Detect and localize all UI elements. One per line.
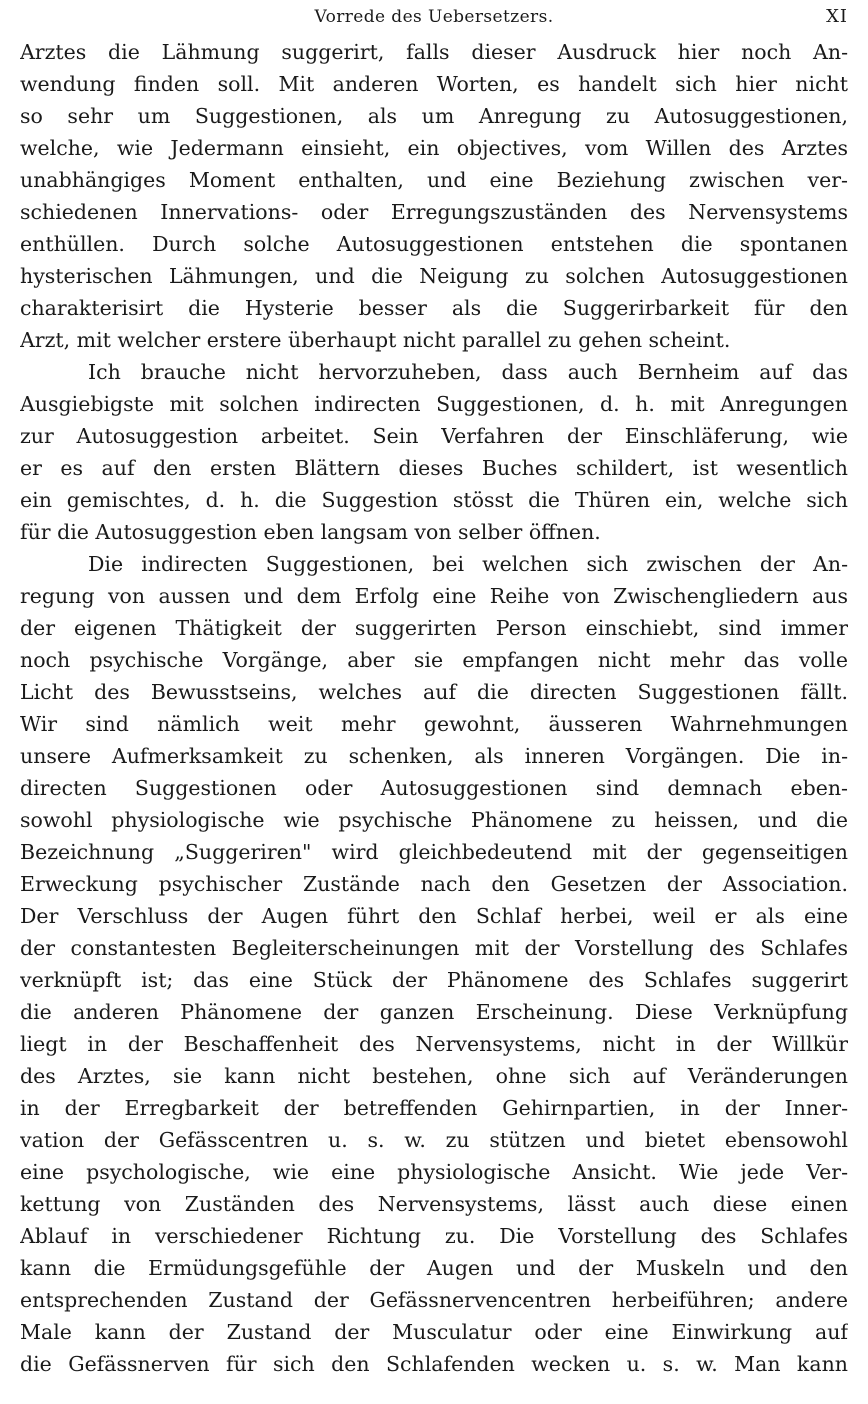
- paragraph-end-line: Arzt, mit welcher erstere überhaupt nicht parallel zu gehen scheint.: [20, 328, 731, 352]
- text-line: so sehr um Suggestionen, als um Anregung zu Autosuggestionen,: [20, 104, 848, 128]
- text-line: Bezeichnung „Suggeriren" wird gleichbedeutend mit der gegenseitigen: [20, 840, 848, 864]
- text-line: Ablauf in verschiedener Richtung zu. Die Vorstellung des Schlafes: [20, 1224, 848, 1248]
- text-line: Ausgiebigste mit solchen indirecten Suggestionen, d. h. mit Anregungen: [20, 392, 848, 416]
- text-line: zur Autosuggestion arbeitet. Sein Verfahren der Einschläferung, wie: [20, 424, 848, 448]
- text-line: noch psychische Vorgänge, aber sie empfangen nicht mehr das volle: [20, 648, 848, 672]
- page-number: XI: [826, 6, 848, 27]
- running-title: Vorrede des Uebersetzers.: [314, 7, 554, 27]
- paragraph-start-line: Die indirecten Suggestionen, bei welchen sich zwischen der An-: [88, 552, 848, 576]
- text-line: die Gefässnerven für sich den Schlafenden wecken u. s. w. Man kann: [20, 1352, 848, 1376]
- text-line: vation der Gefässcentren u. s. w. zu stützen und bietet ebensowohl: [20, 1128, 848, 1152]
- text-line: entsprechenden Zustand der Gefässnervencentren herbeiführen; andere: [20, 1288, 848, 1312]
- text-line: enthüllen. Durch solche Autosuggestionen entstehen die spontanen: [20, 232, 848, 256]
- text-line: welche, wie Jedermann einsieht, ein objectives, vom Willen des Arztes: [20, 136, 848, 160]
- text-line: verknüpft ist; das eine Stück der Phänomene des Schlafes suggerirt: [20, 968, 848, 992]
- text-line: unabhängiges Moment enthalten, und eine Beziehung zwischen ver-: [20, 168, 848, 192]
- text-line: hysterischen Lähmungen, und die Neigung zu solchen Autosuggestionen: [20, 264, 848, 288]
- text-line: sowohl physiologische wie psychische Phänomene zu heissen, und die: [20, 808, 848, 832]
- page-header: [20, 4, 848, 30]
- text-line: in der Erregbarkeit der betreffenden Gehirnpartien, in der Inner-: [20, 1096, 848, 1120]
- text-line: kann die Ermüdungsgefühle der Augen und der Muskeln und den: [20, 1256, 848, 1280]
- text-line: Wir sind nämlich weit mehr gewohnt, äusseren Wahrnehmungen: [20, 712, 848, 736]
- text-line: ein gemischtes, d. h. die Suggestion stösst die Thüren ein, welche sich: [20, 488, 848, 512]
- text-line: eine psychologische, wie eine physiologische Ansicht. Wie jede Ver-: [20, 1160, 848, 1184]
- text-line: liegt in der Beschaffenheit des Nervensystems, nicht in der Willkür: [20, 1032, 848, 1056]
- text-line: schiedenen Innervations- oder Erregungszuständen des Nervensystems: [20, 200, 848, 224]
- text-line: regung von aussen und dem Erfolg eine Reihe von Zwischengliedern aus: [20, 584, 848, 608]
- text-line: er es auf den ersten Blättern dieses Buches schildert, ist wesentlich: [20, 456, 848, 480]
- body-text: [20, 36, 848, 1380]
- text-line: der constantesten Begleiterscheinungen mit der Vorstellung des Schlafes: [20, 936, 848, 960]
- text-line: charakterisirt die Hysterie besser als die Suggerirbarkeit für den: [20, 296, 848, 320]
- text-line: unsere Aufmerksamkeit zu schenken, als inneren Vorgängen. Die in-: [20, 744, 848, 768]
- text-line: Licht des Bewusstseins, welches auf die directen Suggestionen fällt.: [20, 680, 848, 704]
- text-line: Male kann der Zustand der Musculatur oder eine Einwirkung auf: [20, 1320, 848, 1344]
- text-line: des Arztes, sie kann nicht bestehen, ohne sich auf Veränderungen: [20, 1064, 848, 1088]
- paragraph-end-line: für die Autosuggestion eben langsam von selber öffnen.: [20, 520, 601, 544]
- text-line: wendung finden soll. Mit anderen Worten, es handelt sich hier nicht: [20, 72, 848, 96]
- text-line: Erweckung psychischer Zustände nach den Gesetzen der Association.: [20, 872, 848, 896]
- text-line: der eigenen Thätigkeit der suggerirten Person einschiebt, sind immer: [20, 616, 848, 640]
- text-line: die anderen Phänomene der ganzen Erscheinung. Diese Verknüpfung: [20, 1000, 848, 1024]
- text-line: directen Suggestionen oder Autosuggestionen sind demnach eben-: [20, 776, 848, 800]
- text-line: kettung von Zuständen des Nervensystems, lässt auch diese einen: [20, 1192, 848, 1216]
- paragraph-start-line: Ich brauche nicht hervorzuheben, dass auch Bernheim auf das: [88, 360, 848, 384]
- text-line: Der Verschluss der Augen führt den Schlaf herbei, weil er als eine: [20, 904, 848, 928]
- text-line: Arztes die Lähmung suggerirt, falls dieser Ausdruck hier noch An-: [20, 40, 848, 64]
